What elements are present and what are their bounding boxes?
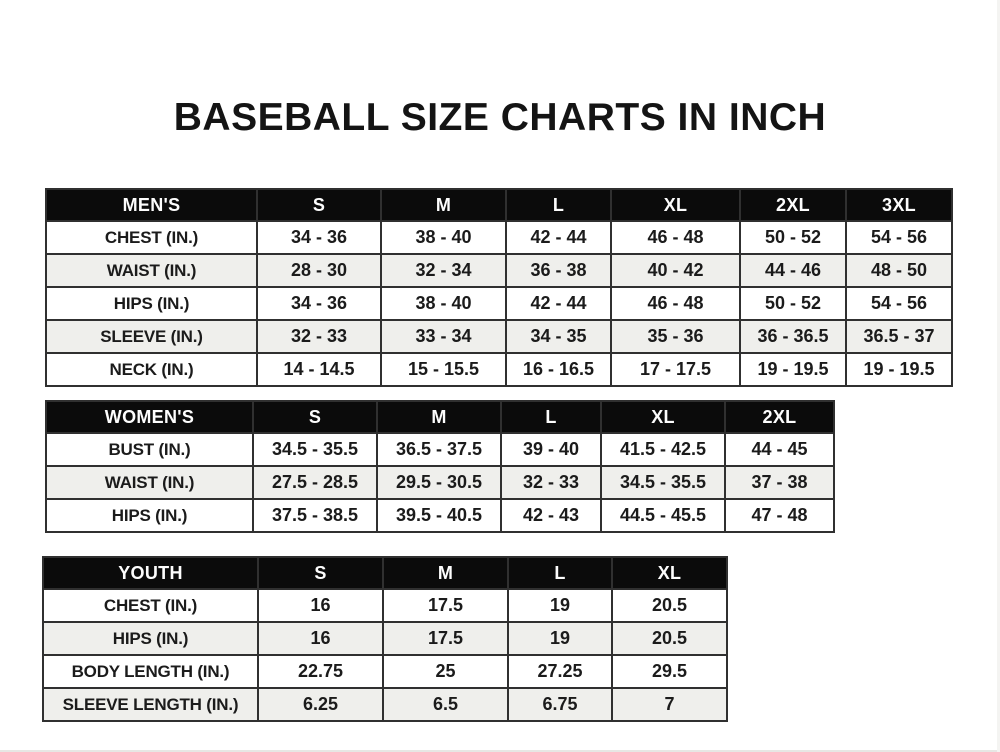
size-value-cell: 22.75 [258, 655, 383, 688]
mens-table-row [46, 287, 952, 320]
size-value-cell: 48 - 50 [846, 254, 952, 287]
youth-table-row [43, 622, 727, 655]
size-value-cell: 20.5 [612, 589, 727, 622]
mens-size-col-header: 3XL [846, 189, 952, 221]
size-value-cell: 44 - 46 [740, 254, 846, 287]
size-value-cell: 36 - 38 [506, 254, 611, 287]
size-value-cell: 16 [258, 589, 383, 622]
size-value-cell: 39 - 40 [501, 433, 601, 466]
womens-size-col-header: M [377, 401, 501, 433]
size-value-cell: 32 - 33 [257, 320, 381, 353]
size-value-cell: 36 - 36.5 [740, 320, 846, 353]
mens-table-title: MEN'S [46, 189, 257, 221]
size-value-cell: 40 - 42 [611, 254, 740, 287]
youth-size-col-header: S [258, 557, 383, 589]
measurement-label: BODY LENGTH (IN.) [43, 655, 258, 688]
size-value-cell: 14 - 14.5 [257, 353, 381, 386]
measurement-label: BUST (IN.) [46, 433, 253, 466]
size-value-cell: 42 - 44 [506, 287, 611, 320]
size-value-cell: 6.5 [383, 688, 508, 721]
size-value-cell: 6.25 [258, 688, 383, 721]
youth-table-row [43, 655, 727, 688]
size-value-cell: 42 - 43 [501, 499, 601, 532]
womens-table-row [46, 466, 834, 499]
mens-table-row [46, 353, 952, 386]
womens-size-col-header: L [501, 401, 601, 433]
size-value-cell: 29.5 - 30.5 [377, 466, 501, 499]
size-value-cell: 19 - 19.5 [740, 353, 846, 386]
measurement-label: HIPS (IN.) [46, 287, 257, 320]
womens-size-table [45, 400, 835, 533]
size-value-cell: 54 - 56 [846, 221, 952, 254]
womens-table-row [46, 499, 834, 532]
size-value-cell: 44 - 45 [725, 433, 834, 466]
youth-size-table [42, 556, 728, 722]
page-title: BASEBALL SIZE CHARTS IN INCH [173, 96, 827, 140]
size-value-cell: 38 - 40 [381, 221, 506, 254]
size-value-cell: 34 - 36 [257, 221, 381, 254]
size-value-cell: 46 - 48 [611, 287, 740, 320]
womens-size-col-header: XL [601, 401, 725, 433]
measurement-label: HIPS (IN.) [43, 622, 258, 655]
size-value-cell: 32 - 33 [501, 466, 601, 499]
size-value-cell: 33 - 34 [381, 320, 506, 353]
mens-size-col-header: S [257, 189, 381, 221]
size-value-cell: 19 [508, 589, 612, 622]
size-value-cell: 29.5 [612, 655, 727, 688]
mens-size-col-header: M [381, 189, 506, 221]
size-value-cell: 32 - 34 [381, 254, 506, 287]
size-value-cell: 50 - 52 [740, 221, 846, 254]
size-value-cell: 17.5 [383, 589, 508, 622]
womens-size-col-header: S [253, 401, 377, 433]
measurement-label: NECK (IN.) [46, 353, 257, 386]
size-value-cell: 54 - 56 [846, 287, 952, 320]
youth-size-col-header: M [383, 557, 508, 589]
size-value-cell: 34.5 - 35.5 [601, 466, 725, 499]
womens-size-col-header: 2XL [725, 401, 834, 433]
measurement-label: SLEEVE (IN.) [46, 320, 257, 353]
measurement-label: CHEST (IN.) [46, 221, 257, 254]
size-value-cell: 19 [508, 622, 612, 655]
size-value-cell: 35 - 36 [611, 320, 740, 353]
size-value-cell: 37 - 38 [725, 466, 834, 499]
womens-table-title: WOMEN'S [46, 401, 253, 433]
size-value-cell: 19 - 19.5 [846, 353, 952, 386]
measurement-label: WAIST (IN.) [46, 466, 253, 499]
size-value-cell: 25 [383, 655, 508, 688]
mens-size-col-header: L [506, 189, 611, 221]
size-value-cell: 34.5 - 35.5 [253, 433, 377, 466]
size-value-cell: 42 - 44 [506, 221, 611, 254]
youth-size-col-header: L [508, 557, 612, 589]
size-value-cell: 16 - 16.5 [506, 353, 611, 386]
youth-table-row [43, 688, 727, 721]
youth-table-title: YOUTH [43, 557, 258, 589]
size-value-cell: 41.5 - 42.5 [601, 433, 725, 466]
youth-size-col-header: XL [612, 557, 727, 589]
size-value-cell: 6.75 [508, 688, 612, 721]
size-value-cell: 16 [258, 622, 383, 655]
size-value-cell: 34 - 35 [506, 320, 611, 353]
size-value-cell: 44.5 - 45.5 [601, 499, 725, 532]
size-value-cell: 20.5 [612, 622, 727, 655]
measurement-label: CHEST (IN.) [43, 589, 258, 622]
size-value-cell: 38 - 40 [381, 287, 506, 320]
mens-header-row [46, 189, 952, 221]
mens-table-row [46, 254, 952, 287]
measurement-label: SLEEVE LENGTH (IN.) [43, 688, 258, 721]
size-value-cell: 15 - 15.5 [381, 353, 506, 386]
measurement-label: HIPS (IN.) [46, 499, 253, 532]
size-value-cell: 46 - 48 [611, 221, 740, 254]
measurement-label: WAIST (IN.) [46, 254, 257, 287]
mens-size-col-header: 2XL [740, 189, 846, 221]
youth-table-row [43, 589, 727, 622]
size-value-cell: 47 - 48 [725, 499, 834, 532]
size-value-cell: 17.5 [383, 622, 508, 655]
size-value-cell: 36.5 - 37.5 [377, 433, 501, 466]
size-value-cell: 17 - 17.5 [611, 353, 740, 386]
size-value-cell: 7 [612, 688, 727, 721]
size-value-cell: 27.25 [508, 655, 612, 688]
size-value-cell: 34 - 36 [257, 287, 381, 320]
size-value-cell: 37.5 - 38.5 [253, 499, 377, 532]
size-value-cell: 28 - 30 [257, 254, 381, 287]
mens-table-row [46, 320, 952, 353]
size-value-cell: 50 - 52 [740, 287, 846, 320]
womens-table-row [46, 433, 834, 466]
youth-header-row [43, 557, 727, 589]
size-value-cell: 36.5 - 37 [846, 320, 952, 353]
mens-size-col-header: XL [611, 189, 740, 221]
womens-header-row [46, 401, 834, 433]
mens-table-row [46, 221, 952, 254]
size-value-cell: 27.5 - 28.5 [253, 466, 377, 499]
mens-size-table [45, 188, 953, 387]
size-value-cell: 39.5 - 40.5 [377, 499, 501, 532]
